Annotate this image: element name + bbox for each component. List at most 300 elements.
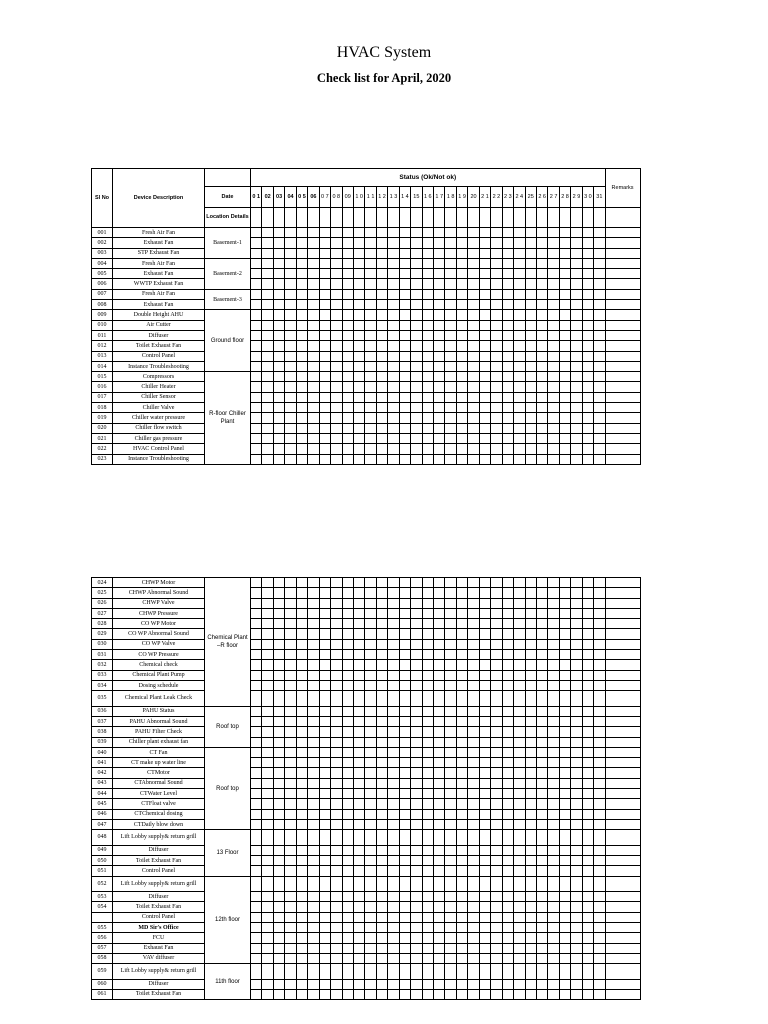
check-cell	[262, 691, 273, 706]
day-header: 09	[342, 187, 353, 208]
check-cell	[468, 727, 479, 737]
check-cell	[342, 629, 353, 639]
check-cell	[514, 619, 525, 629]
remarks-cell	[605, 330, 640, 340]
device-description: Double Height AHU	[113, 310, 205, 320]
check-cell	[399, 403, 410, 413]
check-cell	[559, 351, 570, 361]
check-cell	[262, 943, 273, 953]
check-cell	[308, 361, 319, 371]
check-cell	[308, 650, 319, 660]
check-cell	[502, 228, 513, 238]
check-cell	[422, 799, 433, 809]
check-cell	[308, 608, 319, 618]
check-cell	[319, 778, 330, 788]
check-cell	[582, 258, 593, 268]
check-cell	[319, 892, 330, 902]
check-cell	[456, 403, 467, 413]
check-cell	[456, 382, 467, 392]
check-cell	[296, 964, 307, 979]
check-cell	[411, 856, 422, 866]
check-cell	[422, 454, 433, 464]
check-cell	[479, 238, 490, 248]
check-cell	[251, 392, 262, 402]
check-cell	[422, 403, 433, 413]
check-cell	[536, 778, 547, 788]
check-cell	[594, 845, 605, 855]
table-row	[92, 747, 641, 757]
table-row	[92, 330, 641, 340]
check-cell	[285, 706, 296, 716]
sl-number: 061	[92, 989, 113, 999]
check-cell	[502, 768, 513, 778]
check-cell	[319, 578, 330, 588]
check-cell	[411, 989, 422, 999]
check-cell	[251, 382, 262, 392]
check-cell	[571, 768, 582, 778]
check-cell	[365, 258, 376, 268]
check-cell	[514, 691, 525, 706]
check-cell	[434, 799, 445, 809]
check-cell	[262, 330, 273, 340]
check-cell	[342, 670, 353, 680]
check-cell	[594, 289, 605, 299]
check-cell	[422, 392, 433, 402]
check-cell	[536, 248, 547, 258]
check-cell	[331, 639, 342, 649]
sl-number: 047	[92, 819, 113, 829]
check-cell	[285, 737, 296, 747]
check-cell	[548, 423, 559, 433]
check-cell	[536, 758, 547, 768]
check-cell	[285, 953, 296, 963]
device-description: Lift Lobby supply& return grill	[113, 830, 205, 845]
check-cell	[456, 845, 467, 855]
day-header: 2 7	[548, 187, 559, 208]
check-cell	[571, 866, 582, 876]
check-cell	[502, 629, 513, 639]
check-cell	[319, 989, 330, 999]
check-cell	[491, 778, 502, 788]
check-cell	[559, 619, 570, 629]
check-cell	[411, 866, 422, 876]
check-cell	[296, 768, 307, 778]
check-cell	[273, 392, 284, 402]
check-cell	[411, 639, 422, 649]
check-cell	[285, 320, 296, 330]
table-row	[92, 629, 641, 639]
check-cell	[411, 392, 422, 402]
remarks-cell	[605, 789, 640, 799]
check-cell	[331, 382, 342, 392]
check-cell	[285, 238, 296, 248]
check-cell	[468, 660, 479, 670]
check-cell	[571, 892, 582, 902]
check-cell	[399, 912, 410, 922]
check-cell	[285, 717, 296, 727]
check-cell	[582, 856, 593, 866]
check-cell	[365, 650, 376, 660]
table-row	[92, 361, 641, 371]
day-header: 02	[262, 187, 273, 208]
check-cell	[296, 228, 307, 238]
check-cell	[456, 691, 467, 706]
day-header: 15	[411, 187, 422, 208]
check-cell	[559, 809, 570, 819]
check-cell	[319, 310, 330, 320]
check-cell	[285, 300, 296, 310]
check-cell	[388, 727, 399, 737]
check-cell	[491, 413, 502, 423]
check-cell	[548, 680, 559, 690]
check-cell	[559, 670, 570, 680]
day-header: 1 1	[365, 187, 376, 208]
check-cell	[353, 228, 364, 238]
check-cell	[342, 341, 353, 351]
day-header: 1 7	[434, 187, 445, 208]
check-cell	[273, 598, 284, 608]
check-cell	[388, 737, 399, 747]
check-cell	[445, 300, 456, 310]
sl-number: 024	[92, 578, 113, 588]
table-row	[92, 706, 641, 716]
check-cell	[548, 279, 559, 289]
check-cell	[479, 650, 490, 660]
location-cell: Basement-1	[205, 228, 251, 259]
check-cell	[559, 799, 570, 809]
device-description: CTChemical dosing	[113, 809, 205, 819]
check-cell	[434, 845, 445, 855]
check-cell	[514, 902, 525, 912]
check-cell	[445, 953, 456, 963]
check-cell	[468, 258, 479, 268]
device-description: STP Exhaust Fan	[113, 248, 205, 258]
check-cell	[273, 269, 284, 279]
check-cell	[319, 680, 330, 690]
check-cell	[559, 727, 570, 737]
check-cell	[434, 330, 445, 340]
check-cell	[594, 413, 605, 423]
check-cell	[251, 979, 262, 989]
check-cell	[422, 351, 433, 361]
check-cell	[548, 737, 559, 747]
check-cell	[308, 629, 319, 639]
check-cell	[559, 747, 570, 757]
check-cell	[308, 866, 319, 876]
check-cell	[548, 727, 559, 737]
check-cell	[285, 691, 296, 706]
check-cell	[468, 747, 479, 757]
check-cell	[388, 902, 399, 912]
check-cell	[296, 413, 307, 423]
check-cell	[411, 680, 422, 690]
remarks-cell	[605, 819, 640, 829]
check-cell	[353, 706, 364, 716]
device-description: Compressors	[113, 372, 205, 382]
check-cell	[262, 392, 273, 402]
check-cell	[388, 208, 399, 228]
check-cell	[536, 845, 547, 855]
check-cell	[376, 238, 387, 248]
check-cell	[308, 902, 319, 912]
check-cell	[434, 289, 445, 299]
check-cell	[582, 809, 593, 819]
check-cell	[411, 598, 422, 608]
check-cell	[422, 320, 433, 330]
sl-number: 033	[92, 670, 113, 680]
check-cell	[502, 310, 513, 320]
check-cell	[582, 320, 593, 330]
check-cell	[365, 444, 376, 454]
check-cell	[285, 747, 296, 757]
check-cell	[251, 933, 262, 943]
check-cell	[559, 778, 570, 788]
table-row	[92, 320, 641, 330]
check-cell	[319, 902, 330, 912]
check-cell	[365, 629, 376, 639]
check-cell	[399, 866, 410, 876]
check-cell	[468, 208, 479, 228]
check-cell	[251, 737, 262, 747]
check-cell	[319, 830, 330, 845]
check-cell	[514, 933, 525, 943]
check-cell	[273, 629, 284, 639]
check-cell	[434, 892, 445, 902]
check-cell	[536, 269, 547, 279]
check-cell	[319, 320, 330, 330]
check-cell	[479, 228, 490, 238]
check-cell	[353, 943, 364, 953]
check-cell	[502, 933, 513, 943]
check-cell	[548, 876, 559, 891]
check-cell	[514, 964, 525, 979]
check-cell	[296, 444, 307, 454]
check-cell	[388, 758, 399, 768]
check-cell	[456, 279, 467, 289]
check-cell	[456, 269, 467, 279]
check-cell	[399, 706, 410, 716]
check-cell	[376, 819, 387, 829]
remarks-cell	[605, 269, 640, 279]
check-cell	[594, 979, 605, 989]
check-cell	[353, 382, 364, 392]
check-cell	[296, 933, 307, 943]
check-cell	[411, 382, 422, 392]
check-cell	[445, 382, 456, 392]
check-cell	[273, 819, 284, 829]
check-cell	[548, 706, 559, 716]
check-cell	[285, 809, 296, 819]
check-cell	[411, 248, 422, 258]
check-cell	[411, 300, 422, 310]
sl-number: 010	[92, 320, 113, 330]
check-cell	[445, 830, 456, 845]
check-cell	[376, 392, 387, 402]
check-cell	[559, 989, 570, 999]
check-cell	[422, 330, 433, 340]
check-cell	[251, 619, 262, 629]
check-cell	[422, 912, 433, 922]
check-cell	[285, 608, 296, 618]
sl-number: 023	[92, 454, 113, 464]
check-cell	[594, 433, 605, 443]
check-cell	[342, 845, 353, 855]
check-cell	[342, 403, 353, 413]
check-cell	[434, 706, 445, 716]
check-cell	[296, 639, 307, 649]
check-cell	[273, 341, 284, 351]
check-cell	[468, 650, 479, 660]
check-cell	[262, 372, 273, 382]
check-cell	[308, 768, 319, 778]
check-cell	[445, 727, 456, 737]
check-cell	[525, 392, 536, 402]
check-cell	[388, 433, 399, 443]
check-cell	[571, 922, 582, 932]
check-cell	[308, 320, 319, 330]
check-cell	[422, 737, 433, 747]
check-cell	[262, 608, 273, 618]
check-cell	[365, 351, 376, 361]
check-cell	[296, 670, 307, 680]
check-cell	[353, 351, 364, 361]
check-cell	[468, 228, 479, 238]
check-cell	[296, 382, 307, 392]
check-cell	[342, 758, 353, 768]
check-cell	[434, 650, 445, 660]
check-cell	[525, 922, 536, 932]
check-cell	[456, 598, 467, 608]
check-cell	[399, 258, 410, 268]
check-cell	[502, 670, 513, 680]
check-cell	[582, 454, 593, 464]
check-cell	[456, 578, 467, 588]
check-cell	[559, 382, 570, 392]
remarks-cell	[605, 444, 640, 454]
device-description: Instance Troubleshooting	[113, 361, 205, 371]
check-cell	[422, 258, 433, 268]
check-cell	[331, 372, 342, 382]
check-cell	[365, 413, 376, 423]
device-description: PAHU Status	[113, 706, 205, 716]
check-cell	[548, 933, 559, 943]
check-cell	[525, 680, 536, 690]
check-cell	[536, 670, 547, 680]
check-cell	[388, 258, 399, 268]
check-cell	[514, 423, 525, 433]
check-cell	[514, 660, 525, 670]
check-cell	[559, 361, 570, 371]
check-cell	[422, 341, 433, 351]
check-cell	[468, 943, 479, 953]
check-cell	[319, 737, 330, 747]
check-cell	[331, 953, 342, 963]
check-cell	[514, 717, 525, 727]
check-cell	[251, 989, 262, 999]
check-cell	[502, 758, 513, 768]
check-cell	[594, 598, 605, 608]
check-cell	[422, 856, 433, 866]
check-cell	[434, 964, 445, 979]
check-cell	[251, 830, 262, 845]
check-cell	[399, 351, 410, 361]
check-cell	[594, 943, 605, 953]
sl-number: 051	[92, 866, 113, 876]
location-cell: Basement-3	[205, 289, 251, 310]
check-cell	[376, 598, 387, 608]
check-cell	[491, 578, 502, 588]
check-cell	[273, 717, 284, 727]
check-cell	[582, 413, 593, 423]
check-cell	[422, 372, 433, 382]
check-cell	[502, 737, 513, 747]
check-cell	[353, 413, 364, 423]
check-cell	[308, 680, 319, 690]
check-cell	[411, 629, 422, 639]
check-cell	[445, 413, 456, 423]
check-cell	[365, 706, 376, 716]
check-cell	[525, 279, 536, 289]
check-cell	[262, 922, 273, 932]
check-cell	[536, 341, 547, 351]
check-cell	[285, 598, 296, 608]
check-cell	[296, 248, 307, 258]
remarks-cell	[605, 403, 640, 413]
check-cell	[525, 902, 536, 912]
device-description: Control Panel	[113, 351, 205, 361]
check-cell	[365, 248, 376, 258]
sl-number: 044	[92, 789, 113, 799]
table-row	[92, 310, 641, 320]
check-cell	[445, 902, 456, 912]
check-cell	[491, 279, 502, 289]
check-cell	[502, 964, 513, 979]
check-cell	[319, 629, 330, 639]
check-cell	[571, 933, 582, 943]
check-cell	[388, 341, 399, 351]
check-cell	[582, 691, 593, 706]
sl-number: 007	[92, 289, 113, 299]
check-cell	[445, 330, 456, 340]
check-cell	[468, 845, 479, 855]
check-cell	[273, 279, 284, 289]
table-row	[92, 768, 641, 778]
check-cell	[434, 943, 445, 953]
check-cell	[594, 727, 605, 737]
check-cell	[342, 912, 353, 922]
check-cell	[296, 310, 307, 320]
check-cell	[331, 747, 342, 757]
check-cell	[445, 768, 456, 778]
check-cell	[514, 680, 525, 690]
check-cell	[456, 922, 467, 932]
check-cell	[388, 933, 399, 943]
check-cell	[251, 598, 262, 608]
check-cell	[388, 330, 399, 340]
check-cell	[422, 598, 433, 608]
check-cell	[525, 320, 536, 330]
check-cell	[502, 372, 513, 382]
check-cell	[422, 208, 433, 228]
check-cell	[594, 737, 605, 747]
check-cell	[468, 392, 479, 402]
check-cell	[468, 310, 479, 320]
check-cell	[468, 279, 479, 289]
check-cell	[479, 691, 490, 706]
check-cell	[479, 830, 490, 845]
check-cell	[525, 403, 536, 413]
device-description: Dosing schedule	[113, 680, 205, 690]
